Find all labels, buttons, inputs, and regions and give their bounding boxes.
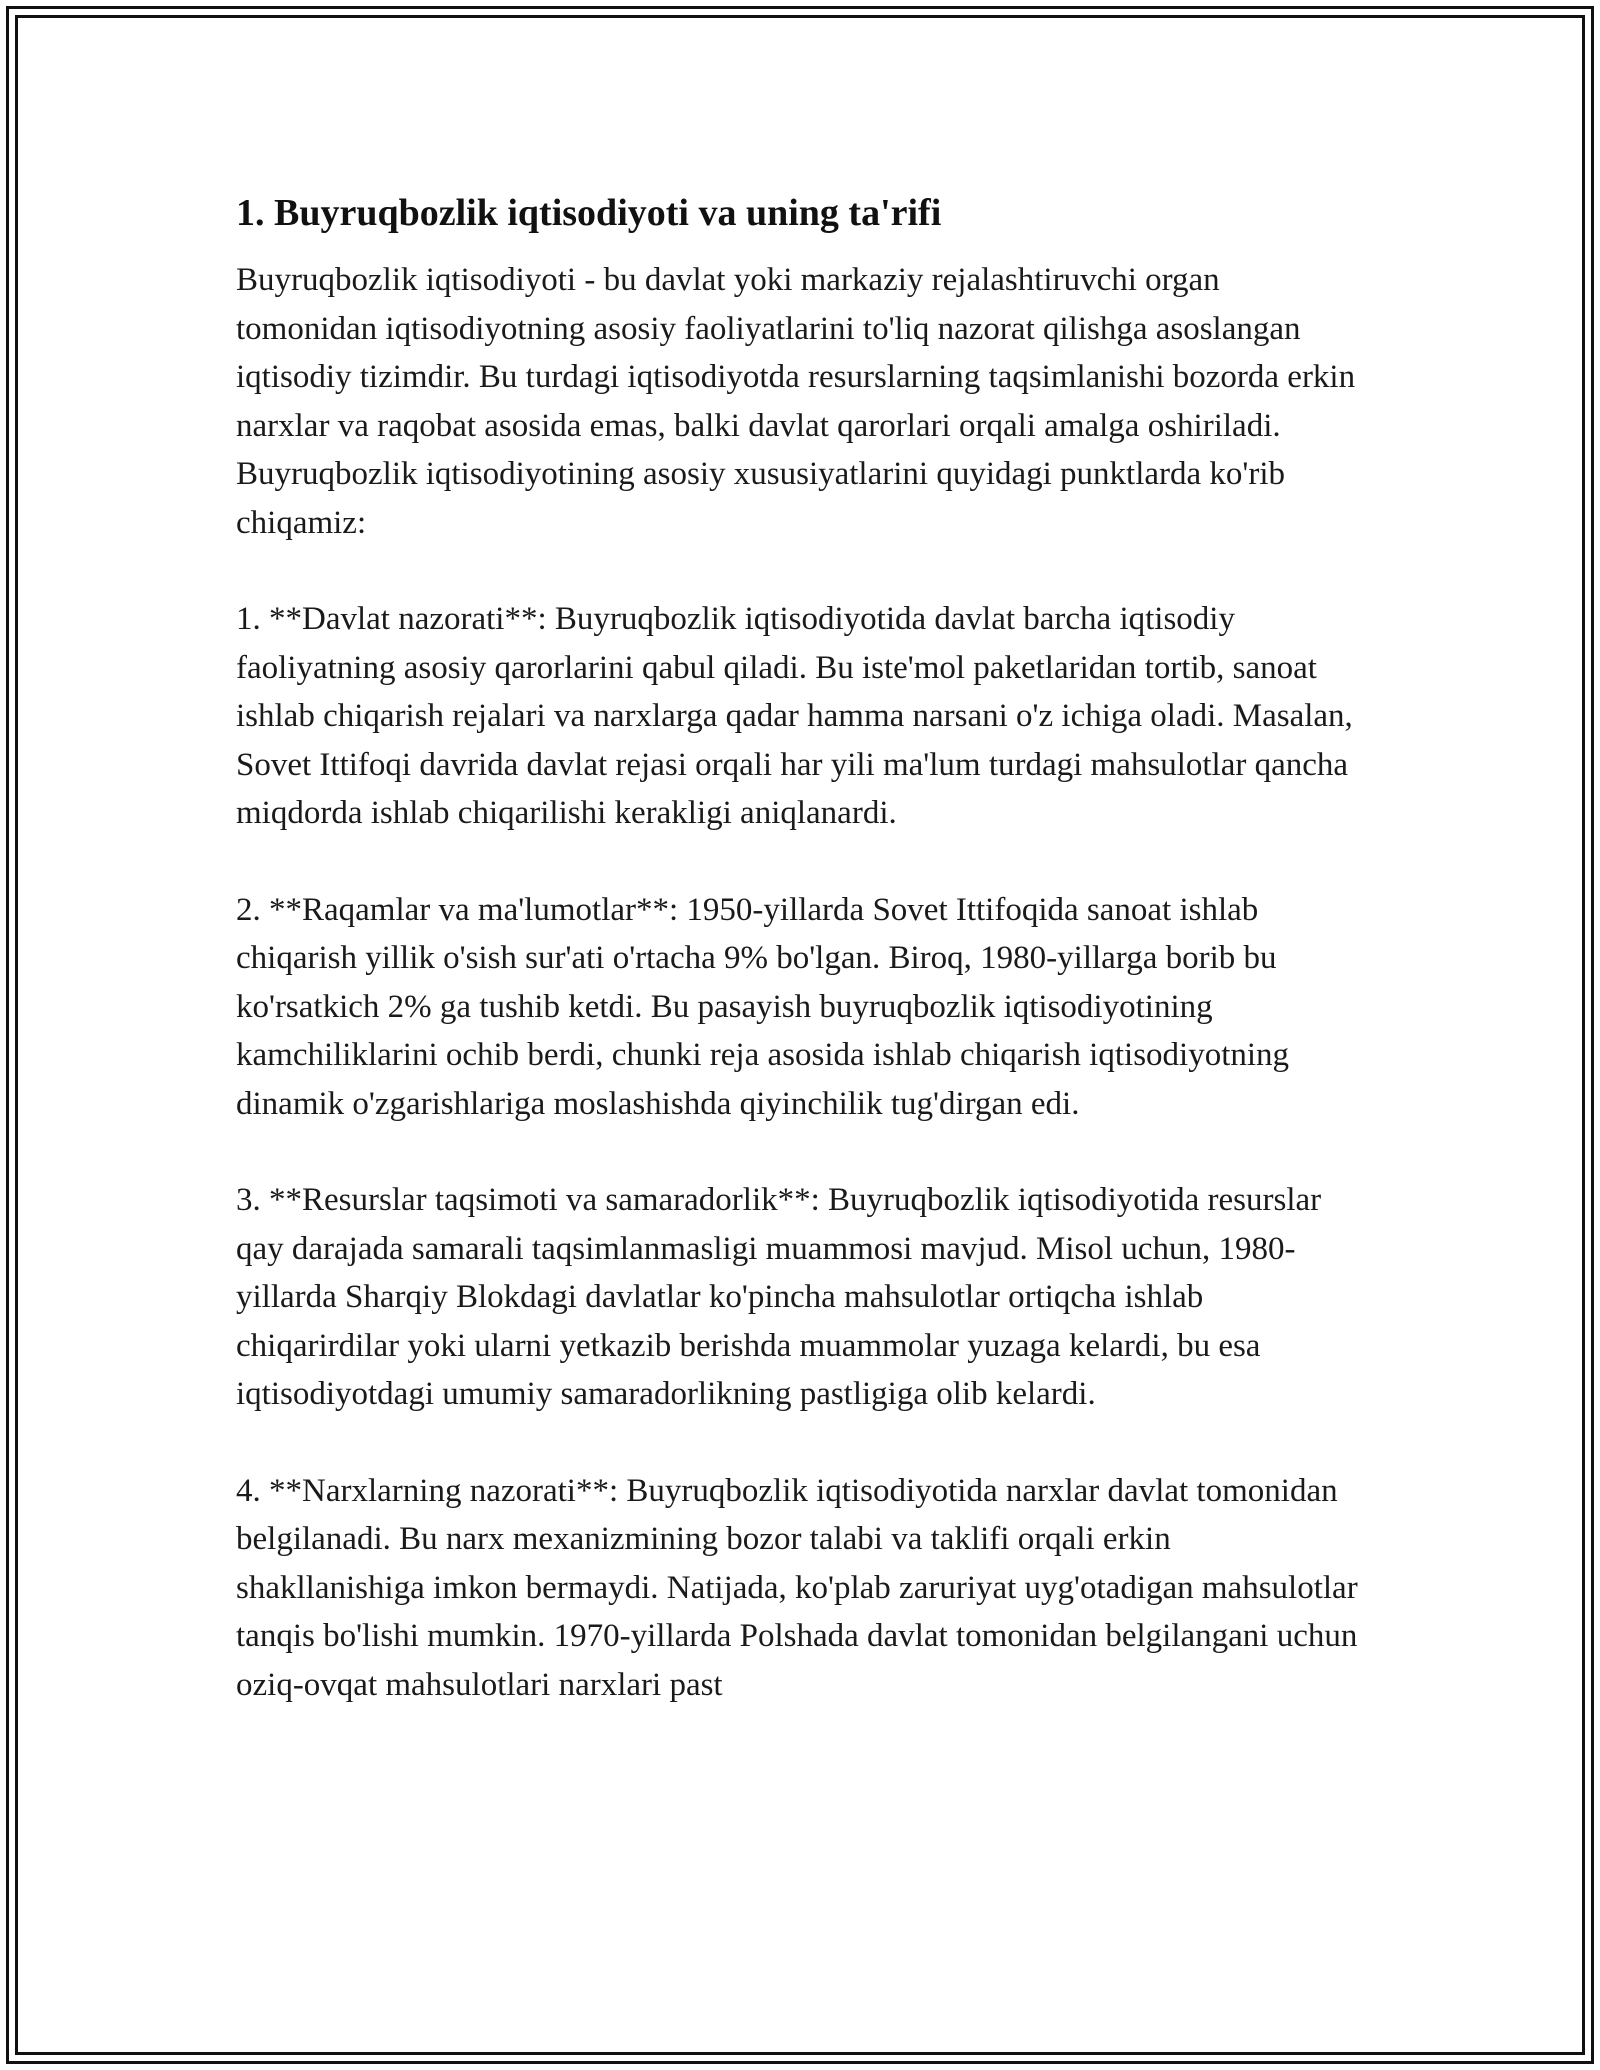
- document-body: [236, 188, 1366, 1709]
- section-heading: 1. Buyruqbozlik iqtisodiyoti va uning ta'rifi: [236, 192, 942, 234]
- point-price-control-paragraph: 4. **Narxlarning nazorati**: Buyruqbozlik iqtisodiyotida narxlar davlat tomonidan belgilanadi. Bu narx mexanizmining bozor talabi va taklifi orqali erkin shakllanishiga imkon bermaydi. Natijada, ko'plab zaruriyat uyg'otadigan mahsulotlar tanqis bo'lishi mumkin. 1970-yillarda Polshada davlat tomonidan belgilangani uchun oziq-ovqat mahsulotlari narxlari past: [236, 1472, 1358, 1703]
- point-resource-allocation-paragraph: 3. **Resurslar taqsimoti va samaradorlik**: Buyruqbozlik iqtisodiyotida resurslar qay darajada samarali taqsimlanmasligi muammosi mavjud. Misol uchun, 1980-yillarda Sharqiy Blokdagi davlatlar ko'pincha mahsulotlar ortiqcha ishlab chiqarirdilar yoki ularni yetkazib berishda muammolar yuzaga kelardi, bu esa iqtisodiyotdagi umumiy samaradorlikning pastligiga olib kelardi.: [236, 1182, 1322, 1412]
- point-figures-data-paragraph: 2. **Raqamlar va ma'lumotlar**: 1950-yillarda Sovet Ittifoqida sanoat ishlab chiqarish yillik o'sish sur'ati o'rtacha 9% bo'lgan. Biroq, 1980-yillarga borib bu ko'rsatkich 2% ga tushib ketdi. Bu pasayish buyruqbozlik iqtisodiyotining kamchiliklarini ochib berdi, chunki reja asosida ishlab chiqarish iqtisodiyotning dinamik o'zgarishlariga moslashishda qiyinchilik tug'dirgan edi.: [236, 891, 1290, 1122]
- intro-paragraph: Buyruqbozlik iqtisodiyoti - bu davlat yoki markaziy rejalashtiruvchi organ tomonidan iqtisodiyotning asosiy faoliyatlarini to'liq nazorat qilishga asoslangan iqtisodiy tizimdir. Bu turdagi iqtisodiyotda resurslarning taqsimlanishi bozorda erkin narxlar va raqobat asosida emas, balki davlat qarorlari orqali amalga oshiriladi. Buyruqbozlik iqtisodiyotining asosiy xususiyatlarini quyidagi punktlarda ko'rib chiqamiz:: [236, 262, 1356, 541]
- point-state-control-paragraph: 1. **Davlat nazorati**: Buyruqbozlik iqtisodiyotida davlat barcha iqtisodiy faoliyatning asosiy qarorlarini qabul qiladi. Bu iste'mol paketlaridan tortib, sanoat ishlab chiqarish rejalari va narxlarga qadar hamma narsani o'z ichiga oladi. Masalan, Sovet Ittifoqi davrida davlat rejasi orqali har yili ma'lum turdagi mahsulotlar qancha miqdorda ishlab chiqarilishi kerakligi aniqlanardi.: [236, 601, 1353, 831]
